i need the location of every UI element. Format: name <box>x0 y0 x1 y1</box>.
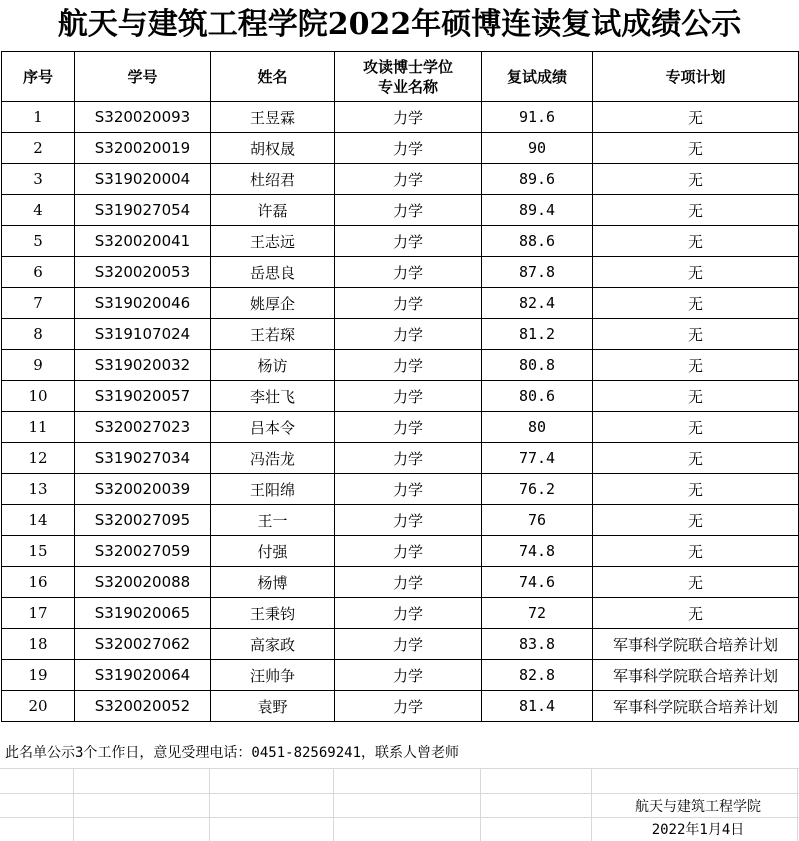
cell-score: 80.6 <box>482 381 593 412</box>
cell-student-id: S320020052 <box>75 691 211 722</box>
cell-score: 80.8 <box>482 350 593 381</box>
cell-student-id: S320020041 <box>75 226 211 257</box>
cell-score: 82.4 <box>482 288 593 319</box>
cell-score: 89.4 <box>482 195 593 226</box>
header-major-line2: 专业名称 <box>377 77 438 96</box>
cell-serial: 12 <box>2 443 75 474</box>
grid-line <box>591 768 592 841</box>
cell-name: 姚厚企 <box>211 288 335 319</box>
cell-major: 力学 <box>335 474 482 505</box>
cell-serial: 9 <box>2 350 75 381</box>
header-name: 姓名 <box>211 52 335 102</box>
cell-name: 高家政 <box>211 629 335 660</box>
cell-name: 王阳绵 <box>211 474 335 505</box>
cell-student-id: S319107024 <box>75 319 211 350</box>
cell-student-id: S319027054 <box>75 195 211 226</box>
table-row <box>2 257 799 288</box>
grid-line <box>333 768 334 841</box>
cell-program: 无 <box>593 195 799 226</box>
cell-program: 无 <box>593 102 799 133</box>
cell-name: 王昱霖 <box>211 102 335 133</box>
cell-serial: 18 <box>2 629 75 660</box>
cell-score: 76.2 <box>482 474 593 505</box>
cell-program: 无 <box>593 350 799 381</box>
cell-score: 81.4 <box>482 691 593 722</box>
table-row <box>2 412 799 443</box>
cell-program: 无 <box>593 474 799 505</box>
cell-score: 72 <box>482 598 593 629</box>
cell-serial: 2 <box>2 133 75 164</box>
cell-name: 杨访 <box>211 350 335 381</box>
cell-serial: 13 <box>2 474 75 505</box>
cell-serial: 6 <box>2 257 75 288</box>
header-major-line1: 攻读博士学位 <box>362 57 453 76</box>
cell-program: 无 <box>593 133 799 164</box>
cell-serial: 15 <box>2 536 75 567</box>
cell-name: 杜绍君 <box>211 164 335 195</box>
cell-program: 无 <box>593 567 799 598</box>
table-header-row <box>2 52 799 102</box>
cell-name: 李壮飞 <box>211 381 335 412</box>
cell-name: 王一 <box>211 505 335 536</box>
cell-name: 杨博 <box>211 567 335 598</box>
cell-major: 力学 <box>335 598 482 629</box>
cell-serial: 19 <box>2 660 75 691</box>
header-serial: 序号 <box>2 52 75 102</box>
cell-serial: 7 <box>2 288 75 319</box>
cell-student-id: S320027059 <box>75 536 211 567</box>
cell-student-id: S319020032 <box>75 350 211 381</box>
cell-student-id: S320020039 <box>75 474 211 505</box>
cell-serial: 5 <box>2 226 75 257</box>
cell-major: 力学 <box>335 443 482 474</box>
cell-name: 吕本令 <box>211 412 335 443</box>
cell-program: 无 <box>593 226 799 257</box>
cell-serial: 20 <box>2 691 75 722</box>
cell-program: 无 <box>593 598 799 629</box>
cell-serial: 4 <box>2 195 75 226</box>
cell-name: 许磊 <box>211 195 335 226</box>
table-row <box>2 443 799 474</box>
cell-major: 力学 <box>335 629 482 660</box>
cell-major: 力学 <box>335 133 482 164</box>
cell-program: 军事科学院联合培养计划 <box>593 629 799 660</box>
cell-score: 77.4 <box>482 443 593 474</box>
cell-student-id: S320027023 <box>75 412 211 443</box>
cell-student-id: S319020065 <box>75 598 211 629</box>
cell-student-id: S319020046 <box>75 288 211 319</box>
cell-major: 力学 <box>335 350 482 381</box>
cell-score: 74.6 <box>482 567 593 598</box>
cell-major: 力学 <box>335 567 482 598</box>
table-row <box>2 629 799 660</box>
table-row <box>2 350 799 381</box>
cell-major: 力学 <box>335 660 482 691</box>
header-score: 复试成绩 <box>482 52 593 102</box>
cell-score: 91.6 <box>482 102 593 133</box>
cell-major: 力学 <box>335 257 482 288</box>
cell-name: 岳思良 <box>211 257 335 288</box>
cell-student-id: S320027095 <box>75 505 211 536</box>
cell-score: 74.8 <box>482 536 593 567</box>
cell-name: 王志远 <box>211 226 335 257</box>
cell-score: 83.8 <box>482 629 593 660</box>
cell-program: 无 <box>593 381 799 412</box>
cell-score: 88.6 <box>482 226 593 257</box>
cell-serial: 10 <box>2 381 75 412</box>
cell-serial: 14 <box>2 505 75 536</box>
table-row <box>2 660 799 691</box>
cell-program: 无 <box>593 443 799 474</box>
cell-program: 无 <box>593 164 799 195</box>
notice-text: 此名单公示3个工作日，意见受理电话：0451-82569241，联系人曾老师 <box>5 745 460 761</box>
grid-line <box>73 768 74 841</box>
table-row <box>2 226 799 257</box>
header-major <box>335 52 482 102</box>
cell-major: 力学 <box>335 195 482 226</box>
cell-major: 力学 <box>335 319 482 350</box>
cell-score: 89.6 <box>482 164 593 195</box>
cell-program: 无 <box>593 319 799 350</box>
header-student-id: 学号 <box>75 52 211 102</box>
cell-student-id: S319020057 <box>75 381 211 412</box>
cell-major: 力学 <box>335 505 482 536</box>
table-row <box>2 598 799 629</box>
cell-score: 76 <box>482 505 593 536</box>
grid-line <box>0 793 799 794</box>
cell-student-id: S320027062 <box>75 629 211 660</box>
cell-program: 无 <box>593 505 799 536</box>
cell-score: 90 <box>482 133 593 164</box>
cell-major: 力学 <box>335 691 482 722</box>
cell-name: 王若琛 <box>211 319 335 350</box>
cell-serial: 17 <box>2 598 75 629</box>
cell-major: 力学 <box>335 102 482 133</box>
cell-major: 力学 <box>335 412 482 443</box>
cell-serial: 8 <box>2 319 75 350</box>
cell-major: 力学 <box>335 226 482 257</box>
cell-score: 81.2 <box>482 319 593 350</box>
table-row <box>2 536 799 567</box>
cell-program: 无 <box>593 257 799 288</box>
cell-score: 87.8 <box>482 257 593 288</box>
cell-student-id: S320020088 <box>75 567 211 598</box>
cell-program: 无 <box>593 536 799 567</box>
cell-name: 汪帅争 <box>211 660 335 691</box>
table-row <box>2 164 799 195</box>
table-row <box>2 567 799 598</box>
cell-program: 军事科学院联合培养计划 <box>593 691 799 722</box>
cell-student-id: S320020093 <box>75 102 211 133</box>
cell-name: 冯浩龙 <box>211 443 335 474</box>
table-row <box>2 474 799 505</box>
table-row <box>2 288 799 319</box>
cell-name: 付强 <box>211 536 335 567</box>
cell-serial: 11 <box>2 412 75 443</box>
signature-date: 2022年1月4日 <box>651 822 745 838</box>
cell-program: 无 <box>593 412 799 443</box>
cell-student-id: S319027034 <box>75 443 211 474</box>
cell-serial: 1 <box>2 102 75 133</box>
table-row <box>2 381 799 412</box>
cell-student-id: S320020053 <box>75 257 211 288</box>
grid-line <box>0 768 799 769</box>
grid-line <box>480 768 481 841</box>
table-row <box>2 691 799 722</box>
table-row <box>2 319 799 350</box>
cell-score: 82.8 <box>482 660 593 691</box>
table-row <box>2 133 799 164</box>
table-row <box>2 505 799 536</box>
cell-program: 无 <box>593 288 799 319</box>
cell-serial: 3 <box>2 164 75 195</box>
cell-name: 胡权晟 <box>211 133 335 164</box>
signature-org: 航天与建筑工程学院 <box>635 799 761 815</box>
table-body <box>2 102 799 722</box>
cell-score: 80 <box>482 412 593 443</box>
cell-student-id: S319020004 <box>75 164 211 195</box>
cell-name: 袁野 <box>211 691 335 722</box>
table-row <box>2 195 799 226</box>
cell-major: 力学 <box>335 164 482 195</box>
cell-student-id: S319020064 <box>75 660 211 691</box>
page-title: 航天与建筑工程学院2022年硕博连读复试成绩公示 <box>57 7 742 42</box>
cell-program: 军事科学院联合培养计划 <box>593 660 799 691</box>
cell-name: 王秉钧 <box>211 598 335 629</box>
cell-serial: 16 <box>2 567 75 598</box>
grid-line <box>209 768 210 841</box>
results-table <box>1 51 799 722</box>
cell-major: 力学 <box>335 288 482 319</box>
header-program: 专项计划 <box>593 52 799 102</box>
table-row <box>2 102 799 133</box>
cell-major: 力学 <box>335 381 482 412</box>
cell-student-id: S320020019 <box>75 133 211 164</box>
cell-major: 力学 <box>335 536 482 567</box>
